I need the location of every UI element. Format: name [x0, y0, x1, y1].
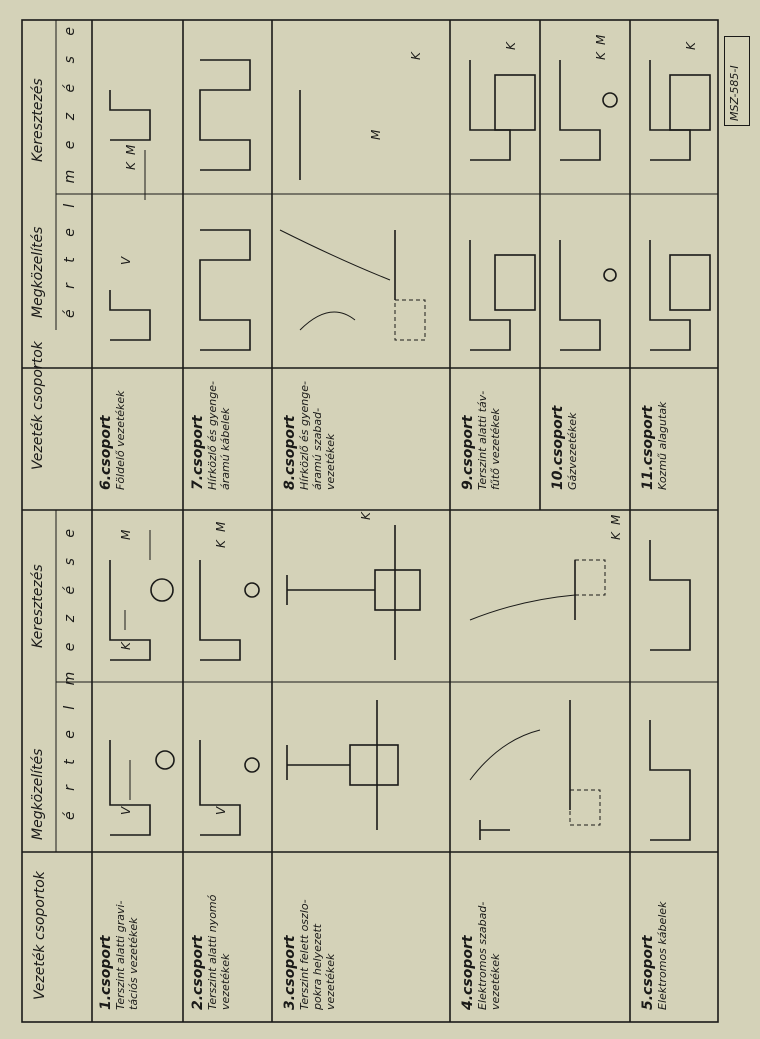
header-approach-right: Megközelítés	[30, 226, 46, 318]
group-4-desc: Elektromos szabad- vezetékek	[476, 901, 502, 1010]
sym-k-10: K	[594, 52, 608, 60]
sym-k-11: K	[684, 42, 698, 50]
meaning-right: é r t e l m e z é s e	[62, 19, 78, 318]
group-3-desc: Terszint felett oszlo- pokra helyezett vezetékek	[298, 899, 337, 1010]
sym-m-1: M	[119, 529, 133, 540]
sym-m-10: M	[594, 34, 608, 45]
group-8-desc: Hírközlő és gyenge- áramú szabad- vezetékek	[298, 381, 337, 490]
sym-k-9: K	[504, 42, 518, 50]
sym-k-5: K	[609, 532, 623, 540]
sym-k-3: K	[359, 512, 373, 520]
group-7-name: 7.csoport	[190, 415, 206, 490]
diagram-row5	[560, 60, 710, 840]
group-2-name: 2.csoport	[190, 935, 206, 1010]
group-5-desc: Elektromos kábelek	[656, 901, 669, 1010]
group-10-desc: Gázvezetékek	[566, 412, 579, 490]
header-groups-left: Vezeték csoportok	[32, 871, 48, 1000]
group-4-name: 4.csoport	[460, 935, 476, 1010]
header-groups-right: Vezeték csoportok	[30, 341, 46, 470]
stamp-text: MSZ-585-I	[728, 65, 741, 121]
group-6-desc: Földelő vezetékek	[114, 390, 127, 490]
diagram-row4	[470, 60, 605, 840]
sym-k-2: K	[214, 540, 228, 548]
sym-k-8: K	[409, 52, 423, 60]
sym-m-8: M	[369, 129, 383, 140]
group-9-name: 9.csoport	[460, 415, 476, 490]
header-crossing-left: Keresztezés	[30, 564, 46, 648]
diagram-row3	[280, 90, 425, 830]
sym-m-6: M	[124, 144, 138, 155]
group-2-desc: Terszint alatti nyomó vezetékek	[206, 894, 232, 1010]
meaning-left: é r t e l m e z é s e	[62, 521, 78, 820]
sym-m-2: M	[214, 521, 228, 532]
diagram-row1	[110, 90, 174, 835]
sym-v-1: V	[119, 806, 133, 815]
group-5-name: 5.csoport	[640, 935, 656, 1010]
sym-v-6: V	[119, 256, 133, 265]
group-6-name: 6.csoport	[98, 415, 114, 490]
group-7-desc: Hírközlő és gyenge- áramú kábelek	[206, 381, 232, 490]
group-8-name: 8.csoport	[282, 415, 298, 490]
group-11-name: 11.csoport	[640, 405, 656, 490]
sym-m-5: M	[609, 514, 623, 525]
group-1-desc: Terszint alatti gravi- tációs vezetékek	[114, 900, 140, 1010]
sym-v-2: V	[214, 806, 228, 815]
dimension-symbols	[119, 34, 698, 815]
group-3-name: 3.csoport	[282, 935, 298, 1010]
group-9-desc: Terszint alatti táv- fűtő vezetékek	[476, 390, 502, 490]
header-approach-left: Megközelítés	[30, 748, 46, 840]
header-crossing-right: Keresztezés	[30, 78, 46, 162]
sym-k-6: K	[124, 162, 138, 170]
group-11-desc: Kozmű alagutak	[656, 401, 669, 490]
group-10-name: 10.csoport	[550, 405, 566, 490]
group-1-name: 1.csoport	[98, 935, 114, 1010]
diagram-row2	[200, 60, 259, 835]
sym-k-1: K	[119, 642, 133, 650]
